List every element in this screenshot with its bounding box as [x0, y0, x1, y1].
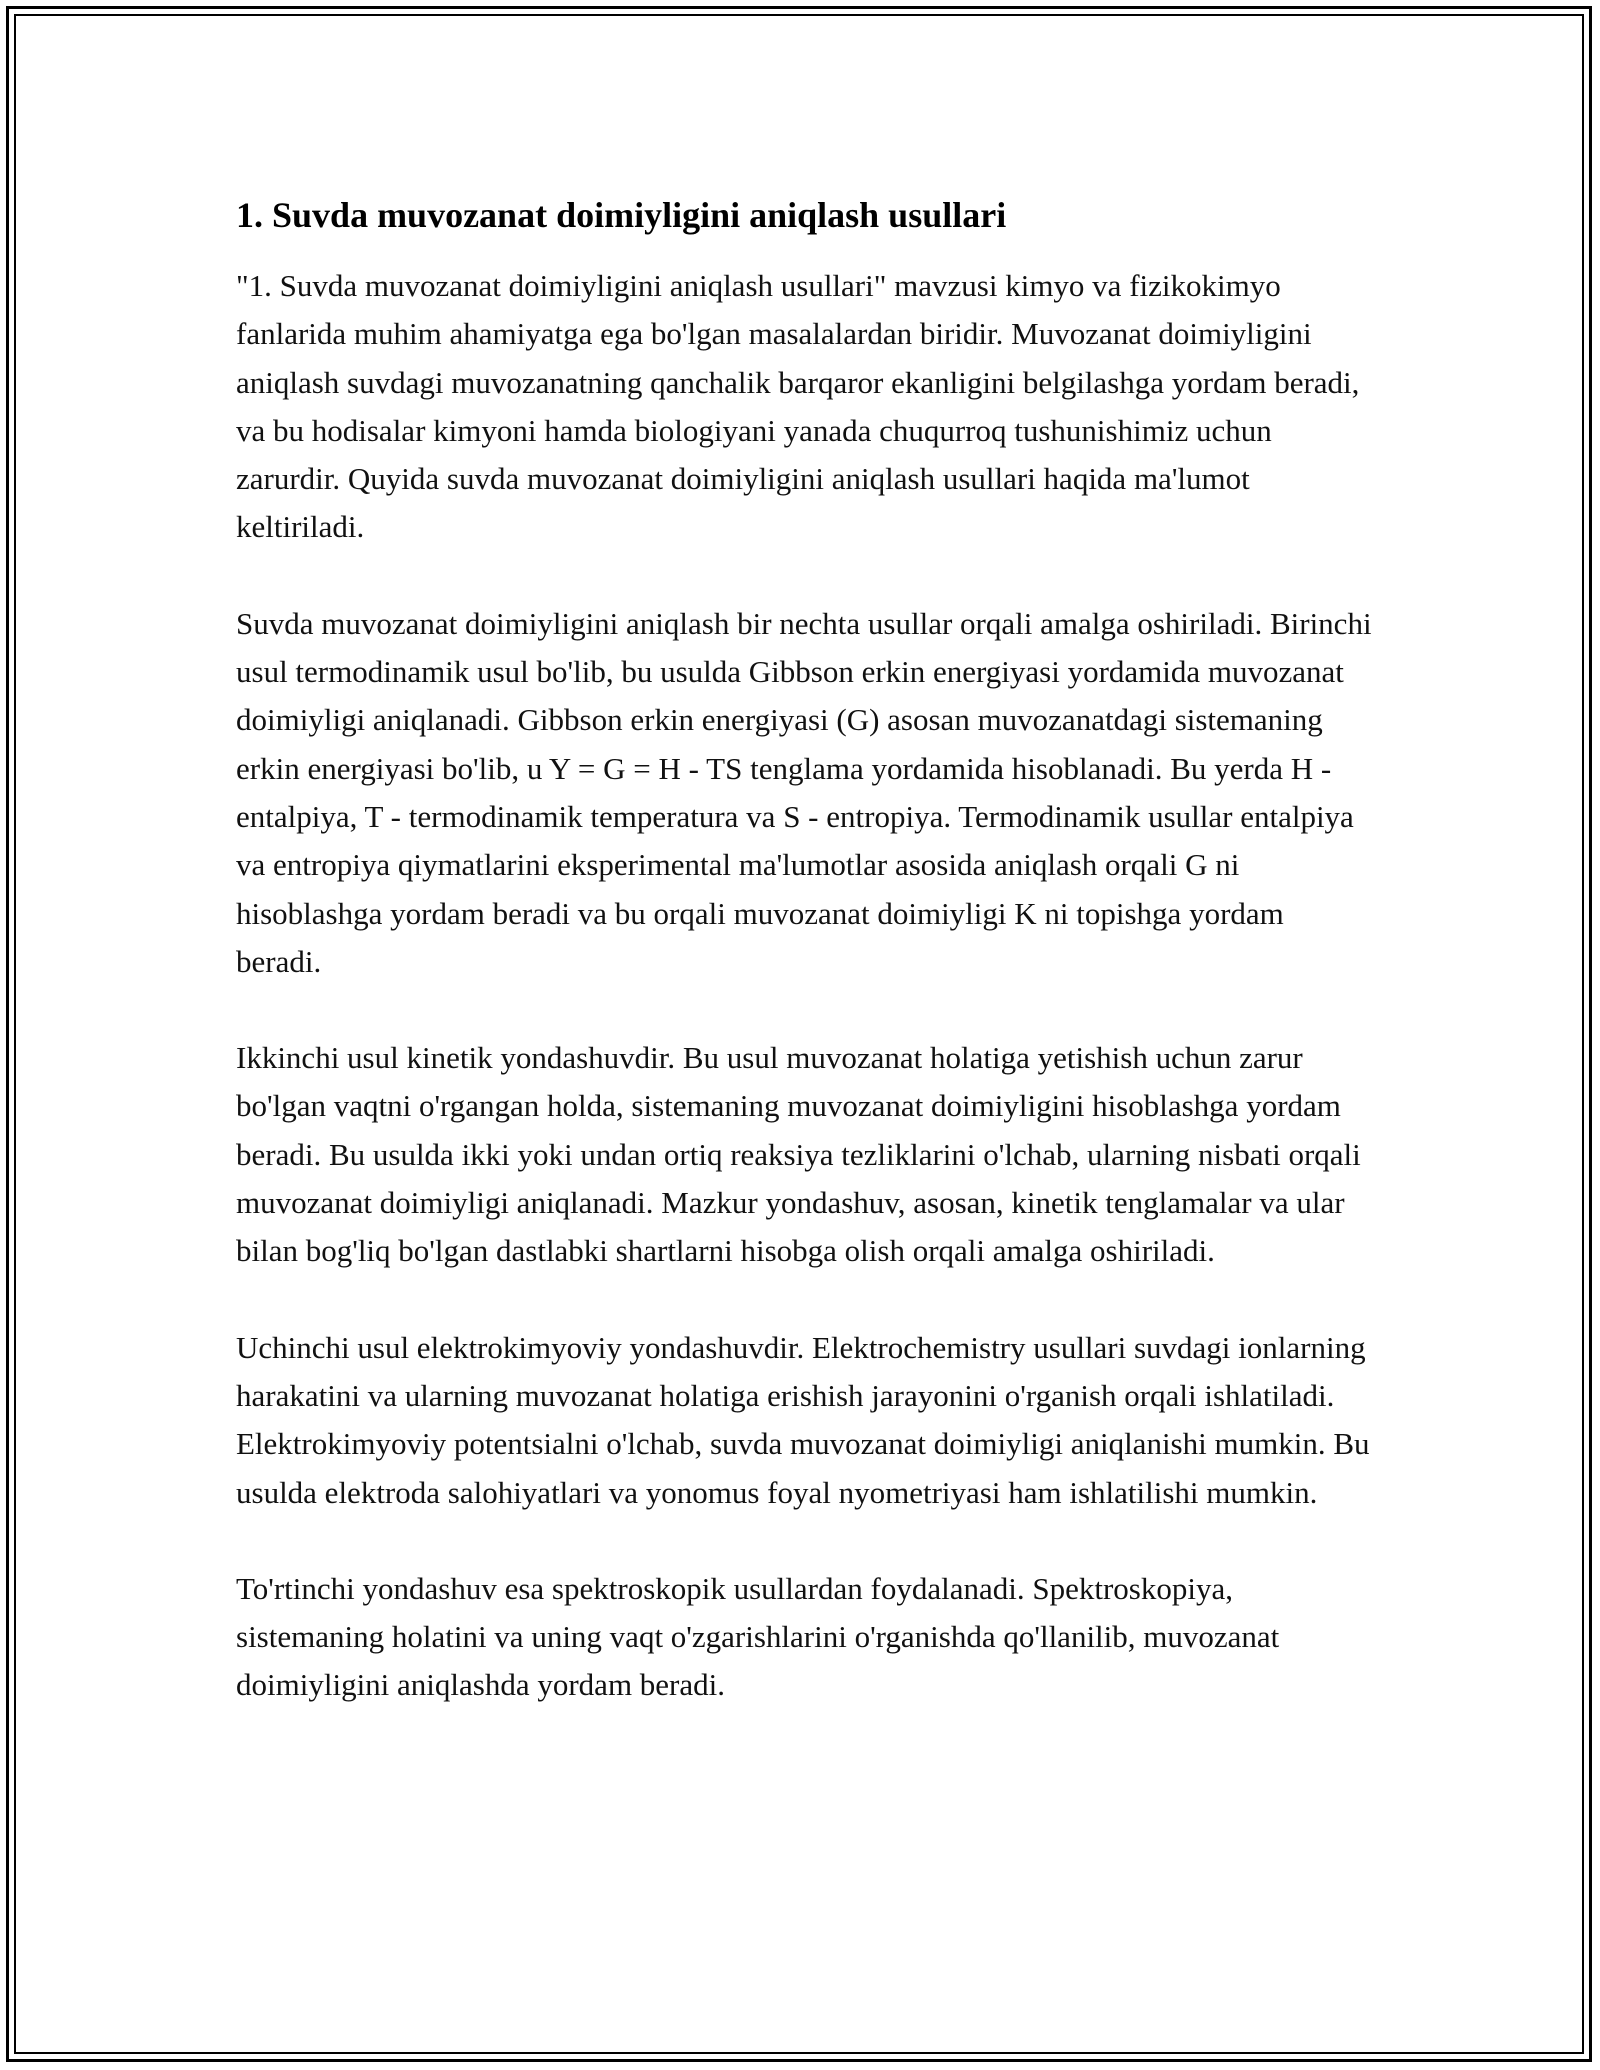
paragraph-kinetic-method: Ikkinchi usul kinetik yondashuvdir. Bu usul muvozanat holatiga yetishish uchun zarur bo'lgan vaqtni o'rgangan holda, sistemaning muvozanat doimiyligini hisoblashga yordam beradi. Bu usulda ikki yoki undan ortiq reaksiya tezliklarini o'lchab, ularning nisbati orqali muvozanat doimiyligi aniqlanadi. Mazkur yondashuv, asosan, kinetik tenglamalar va ular bilan bog'liq bo'lgan dastlabki shartlarni hisobga olish orqali amalga oshiriladi. [236, 1040, 1361, 1269]
paragraph-spectroscopic-method: To'rtinchi yondashuv esa spektroskopik usullardan foydalanadi. Spektroskopiya, sistemaning holatini va uning vaqt o'zgarishlarini o'rganishda qo'llanilib, muvozanat doimiyligini aniqlashda yordam beradi. [236, 1570, 1280, 1703]
page-title: 1. Suvda muvozanat doimiyligini aniqlash usullari [236, 195, 1007, 235]
paragraph-thermodynamic-method: Suvda muvozanat doimiyligini aniqlash bir nechta usullar orqali amalga oshiriladi. Birinchi usul termodinamik usul bo'lib, bu usulda Gibbson erkin energiyasi yordamida muvozanat doimiyligi aniqlanadi. Gibbson erkin energiyasi (G) asosan muvozanatdagi sistemaning erkin energiyasi bo'lib, u Y = G = H - TS tenglama yordamida hisoblanadi. Bu yerda H - entalpiya, T - termodinamik temperatura va S - entropiya. Termodinamik usullar entalpiya va entropiya qiymatlarini eksperimental ma'lumotlar asosida aniqlash orqali G ni hisoblashga yordam beradi va bu orqali muvozanat doimiyligi K ni topishga yordam beradi. [236, 605, 1372, 979]
paragraph-intro: "1. Suvda muvozanat doimiyligini aniqlash usullari" mavzusi kimyo va fizikokimyo fanlarida muhim ahamiyatga ega bo'lgan masalalardan biridir. Muvozanat doimiyligini aniqlash suvdagi muvozanatning qanchalik barqaror ekanligini belgilashga yordam beradi, va bu hodisalar kimyoni hamda biologiyani yanada chuqurroq tushunishimiz uchun zarurdir. Quyida suvda muvozanat doimiyligini aniqlash usullari haqida ma'lumot keltiriladi. [236, 268, 1360, 545]
document-page [236, 180, 1376, 1758]
paragraph-electrochemical-method: Uchinchi usul elektrokimyoviy yondashuvdir. Elektrochemistry usullari suvdagi ionlarning harakatini va ularning muvozanat holatiga erishish jarayonini o'rganish orqali ishlatiladi. Elektrokimyoviy potentsialni o'lchab, suvda muvozanat doimiyligi aniqlanishi mumkin. Bu usulda elektroda salohiyatlari va yonomus foyal nyometriyasi ham ishlatilishi mumkin. [236, 1329, 1370, 1510]
